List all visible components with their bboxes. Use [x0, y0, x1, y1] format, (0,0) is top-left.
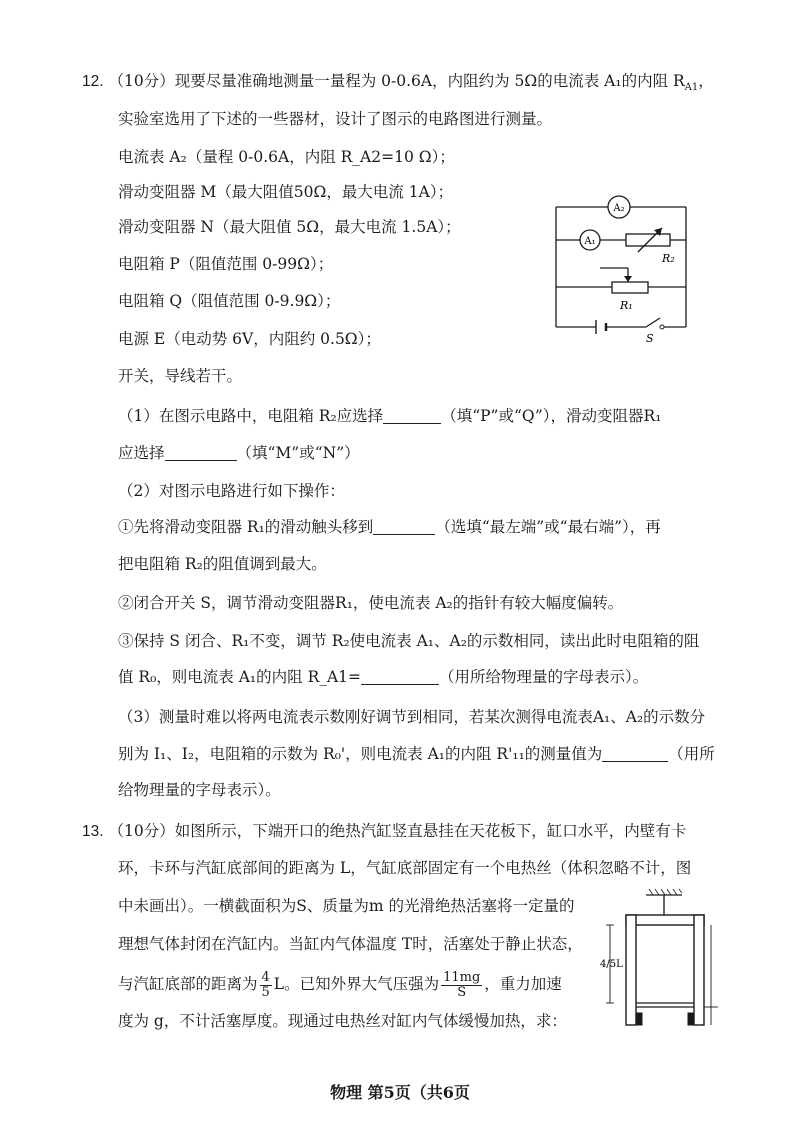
battery-icon	[596, 320, 606, 334]
q12-step-3-text-b: 值 R₀，则电流表 A₁的内阻 R_A1=	[118, 668, 362, 686]
q13-line-5-text-b: L。已知外界大气压强为	[273, 975, 440, 993]
q12-line-2: 实验室选用了下述的一些器材，设计了图示的电路图进行测量。	[118, 110, 553, 128]
circuit-label-s: S	[646, 332, 654, 342]
q13-line-4: 理想气体封闭在汽缸内。当缸内气体温度 T时，活塞处于静止状态，	[118, 935, 583, 953]
circuit-label-r1: R₁	[620, 299, 633, 312]
q12-part-1-text-d: （填“M”或“N”）	[236, 444, 360, 462]
q13-line-2: 环，卡环与汽缸底部间的距离为 L，气缸底部固定有一个电热丝（体积忽略不计，图	[118, 859, 692, 877]
q13-intro: （10分）如图所示，下端开口的绝热汽缸竖直悬挂在天花板下，缸口水平，内壁有卡	[108, 822, 687, 840]
q12-step-3-text-c: （用所给物理量的字母表示）。	[439, 668, 649, 686]
q13-line-5	[118, 968, 562, 1000]
frac-den-2: S	[457, 984, 467, 1000]
circuit-label-r2: R₂	[662, 252, 675, 265]
q13-line-5-text-c: ，重力加速	[484, 975, 562, 993]
q12-part-3-line-1: （3）测量时难以将两电流表示数刚好调节到相同，若某次测得电流表A₁、A₂的示数分	[118, 708, 706, 726]
cylinder-diagram	[600, 885, 725, 1035]
fraction-four-fifths	[260, 971, 272, 1000]
answer-blank-3[interactable]	[373, 518, 435, 535]
q12-part-3-line-3: 给物理量的字母表示）。	[118, 781, 281, 799]
q12-step-1-text-a: ①先将滑动变阻器 R₁的滑动触头移到	[118, 518, 374, 536]
frac-den: 5	[261, 984, 270, 1000]
q12-intro-end: ，	[698, 72, 714, 90]
q12-part-1-line-1	[118, 405, 661, 427]
q12-part-1-line-2	[118, 442, 360, 464]
q12-intro: （10分）现要尽量准确地测量一量程为 0-0.6A，内阻约为 5Ω的电流表 A₁的内阻 R	[108, 72, 685, 90]
ammeter-a1-icon	[580, 230, 600, 250]
fraction-pressure	[441, 971, 482, 1000]
q12-step-1-line-2: 把电阻箱 R₂的阻值调到最大。	[118, 555, 327, 573]
q12-item-switch: 开关，导线若干。	[118, 367, 243, 385]
q12-item-p: 电阻箱 P（阻值范围 0-99Ω）；	[118, 255, 334, 273]
slider-arrow-icon	[624, 276, 632, 282]
q12-step-1-text-b: （选填“最左端”或“最右端”），再	[435, 518, 661, 536]
q12-step-2: ②闭合开关 S，调节滑动变阻器R₁，使电流表 A₂的指针有较大幅度偏转。	[118, 594, 624, 612]
q13-line-3: 中未画出）。一横截面积为S、质量为m 的光滑绝热活塞将一定量的	[118, 897, 575, 915]
q12-part-2: （2）对图示电路进行如下操作：	[118, 482, 345, 500]
circuit-diagram	[550, 192, 695, 342]
q12-item-e: 电源 E（电动势 6V，内阻约 0.5Ω）；	[118, 330, 381, 348]
q12-step-3-line-2	[118, 666, 648, 688]
q12-step-1-line-1	[118, 516, 661, 538]
answer-blank-4[interactable]	[361, 668, 439, 685]
q12-part-3-line-2	[118, 743, 715, 765]
answer-blank-2[interactable]	[165, 444, 237, 461]
switch-icon	[660, 325, 664, 329]
q12-item-n: 滑动变阻器 N（最大阻值 5Ω，最大电流 1.5A）；	[118, 218, 461, 236]
q12-part-1-text-b: （填“P”或“Q”），滑动变阻器R₁	[441, 407, 662, 425]
q13-line-1	[82, 820, 686, 843]
q13-number: 13.	[82, 823, 104, 840]
q12-item-a2: 电流表 A₂（量程 0-0.6A，内阻 R_A2=10 Ω）；	[118, 148, 455, 166]
q12-step-3-line-1: ③保持 S 闭合、R₁不变，调节 R₂使电流表 A₁、A₂的示数相同，读出此时电阻箱的阻	[118, 632, 700, 650]
ammeter-a2-icon	[608, 196, 630, 218]
frac-num: 4	[261, 969, 270, 985]
answer-blank-1[interactable]	[383, 407, 441, 424]
q13-line-5-text-a: 与汽缸底部的距离为	[118, 975, 258, 993]
q12-item-m: 滑动变阻器 M（最大阻值50Ω，最大电流 1A）；	[118, 183, 454, 201]
q12-part-1-text-a: （1）在图示电路中，电阻箱 R₂应选择	[118, 407, 384, 425]
q12-part-3-text-c: （用所	[668, 745, 715, 763]
q13-line-6: 度为 g，不计活塞厚度。现通过电热丝对缸内气体缓慢加热，求：	[118, 1012, 567, 1030]
circuit-label-a1: A₁	[584, 236, 596, 247]
q12-item-q: 电阻箱 Q（阻值范围 0-9.9Ω）；	[118, 292, 341, 310]
q12-line-1	[82, 70, 714, 99]
q12-number: 12.	[82, 73, 104, 90]
q12-intro-sub: A1	[684, 82, 699, 94]
answer-blank-5[interactable]	[602, 745, 668, 762]
dimension-label: 4/5L	[600, 959, 623, 970]
q12-part-3-text-b: 别为 I₁、I₂，电阻箱的示数为 R₀'，则电流表 A₁的内阻 R'₁₁的测量值为	[118, 745, 603, 763]
frac-num-2: 11mg	[443, 969, 481, 985]
q12-part-1-text-c: 应选择	[118, 444, 165, 462]
page-footer: 物理 第5页（共6页	[330, 1083, 470, 1102]
circuit-label-a2: A₂	[613, 203, 625, 214]
